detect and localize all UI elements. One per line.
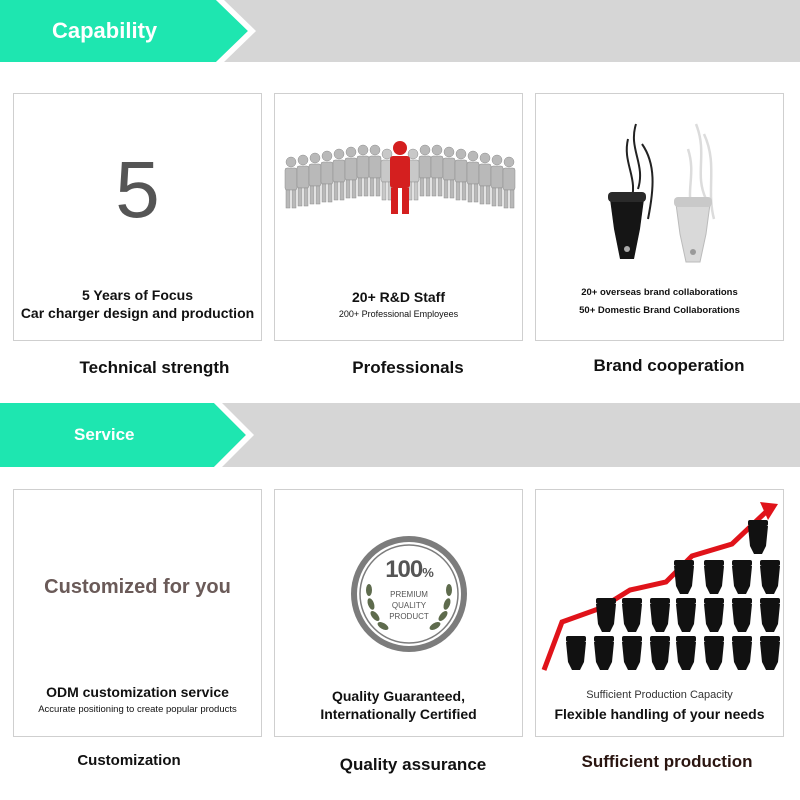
leader-person-icon <box>390 141 410 214</box>
seal-number: 100 <box>385 556 423 583</box>
service-title: Service <box>74 425 135 444</box>
brand-cooperation-card <box>535 93 784 341</box>
quality-assurance-caption: Quality assurance <box>339 755 487 774</box>
seal-line-quality: QUALITY <box>391 601 427 610</box>
seal-percent: % <box>422 565 433 580</box>
overseas-collab-text: 20+ overseas brand collaborations <box>581 287 738 298</box>
quality-assurance-card <box>274 489 523 737</box>
quality-guaranteed-text: Quality Guaranteed, <box>331 688 466 704</box>
design-production-text: Car charger design and production <box>20 305 255 321</box>
professionals-caption: Professionals <box>352 358 464 377</box>
growth-chart-illustration <box>536 490 785 685</box>
production-capacity-text: Sufficient Production Capacity <box>586 689 733 701</box>
odm-service-text: ODM customization service <box>46 684 229 700</box>
rd-staff-text: 20+ R&D Staff <box>352 289 445 305</box>
years-number: 5 <box>115 145 160 234</box>
domestic-collab-text: 50+ Domestic Brand Collaborations <box>579 305 740 316</box>
sufficient-production-card <box>535 489 784 737</box>
capability-band <box>0 0 800 62</box>
seal-line-product: PRODUCT <box>389 612 429 621</box>
professionals-card <box>274 93 523 341</box>
technical-strength-caption: Technical strength <box>79 358 230 377</box>
capability-title: Capability <box>52 18 158 43</box>
sufficient-production-caption: Sufficient production <box>581 752 753 771</box>
technical-strength-card <box>13 93 262 341</box>
seal-line-premium: PREMIUM <box>390 590 428 599</box>
years-of-focus-text: 5 Years of Focus <box>81 287 193 303</box>
team-people-illustration <box>275 134 524 244</box>
employees-text: 200+ Professional Employees <box>338 309 459 319</box>
customization-caption: Customization <box>77 752 181 769</box>
flexible-handling-text: Flexible handling of your needs <box>554 706 765 722</box>
customization-card <box>13 489 262 737</box>
brand-cooperation-caption: Brand cooperation <box>593 356 745 375</box>
car-charger-product-image <box>536 94 785 264</box>
premium-quality-seal-icon <box>349 534 469 654</box>
customized-for-you-text: Customized for you <box>44 576 231 598</box>
service-band <box>0 403 800 467</box>
internationally-certified-text: Internationally Certified <box>320 706 477 722</box>
accurate-positioning-text: Accurate positioning to create popular products <box>38 704 237 715</box>
